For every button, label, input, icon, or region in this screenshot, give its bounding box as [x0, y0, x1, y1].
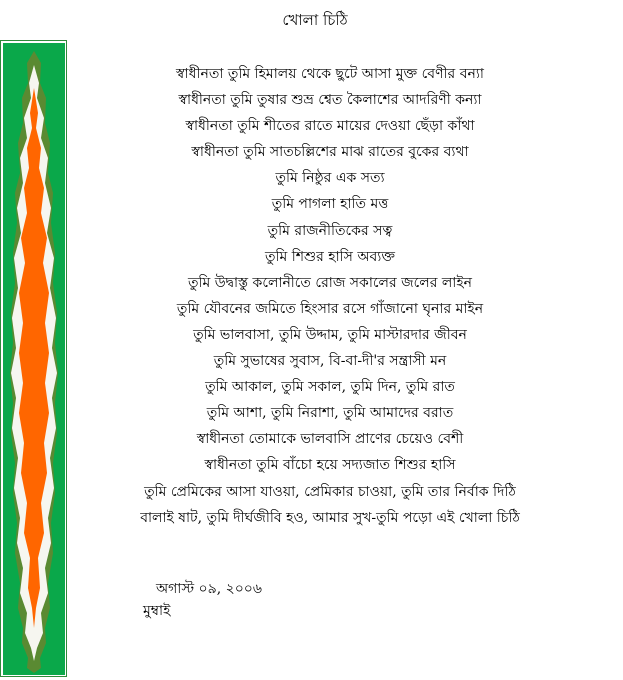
page-title: খোলা চিঠি: [282, 11, 348, 29]
poem-line: বালাই ষাট, তুমি দীর্ঘজীবি হও, আমার সুখ-তুমি পড়ো এই খোলা চিঠি: [140, 509, 520, 526]
poem: [90, 61, 570, 531]
decorative-border: [0, 40, 67, 677]
poem-line: স্বাধীনতা তুমি সাতচল্লিশের মাঝ রাতের বুকের ব্যথা: [191, 144, 469, 161]
signature-date: অগাস্ট ০৯, ২০০৬: [156, 581, 263, 597]
signature-block: [143, 578, 262, 622]
flame-border-art: [3, 43, 65, 675]
poem-line: তুমি নিষ্ঠুর এক সত্য: [275, 170, 385, 187]
poem-line: তুমি উদ্বাস্তু কলোনীতে রোজ সকালের জলের লাইন: [188, 274, 472, 291]
poem-line: স্বাধীনতা তুমি হিমালয় থেকে ছুটে আসা মুক্ত বেণীর বন্যা: [176, 66, 484, 82]
poem-line: তুমি পাগলা হাতি মত্ত: [271, 196, 389, 213]
poem-line: তুমি সুভাষের সুবাস, বি-বা-দী'র সন্ত্রাসী মন: [213, 353, 447, 370]
poem-line: তুমি আশা, তুমি নিরাশা, তুমি আমাদের বরাত: [206, 405, 454, 422]
poem-line: তুমি যৌবনের জমিতে হিংসার রসে গাঁজানো ঘৃনার মাইন: [176, 300, 484, 317]
poem-line: তুমি ভালবাসা, তুমি উদ্দাম, তুমি মাস্টারদার জীবন: [193, 326, 467, 343]
poem-line: তুমি শিশুর হাসি অব্যক্ত: [265, 248, 395, 265]
poem-line: তুমি রাজনীতিকের সত্ব: [267, 222, 393, 239]
poem-line: স্বাধীনতা তোমাকে ভালবাসি প্রাণের চেয়েও বেশী: [196, 431, 464, 448]
signature-place: মুম্বাই: [143, 603, 171, 619]
poem-line: স্বাধীনতা তুমি তুষার শুভ্র শ্বেত কৈলাশের আদরিণী কন্যা: [178, 92, 482, 109]
poem-line: তুমি আকাল, তুমি সকাল, তুমি দিন, তুমি রাত: [205, 379, 455, 396]
poem-line: স্বাধীনতা তুমি বাঁচো হয়ে সদ্যজাত শিশুর হাসি: [204, 457, 456, 474]
poem-line: স্বাধীনতা তুমি শীতের রাতে মায়ের দেওয়া ছেঁড়া কাঁথা: [185, 118, 475, 135]
poem-line: তুমি প্রেমিকের আসা যাওয়া, প্রেমিকার চাওয়া, তুমি তার নির্বাক দিঠি: [144, 483, 516, 500]
